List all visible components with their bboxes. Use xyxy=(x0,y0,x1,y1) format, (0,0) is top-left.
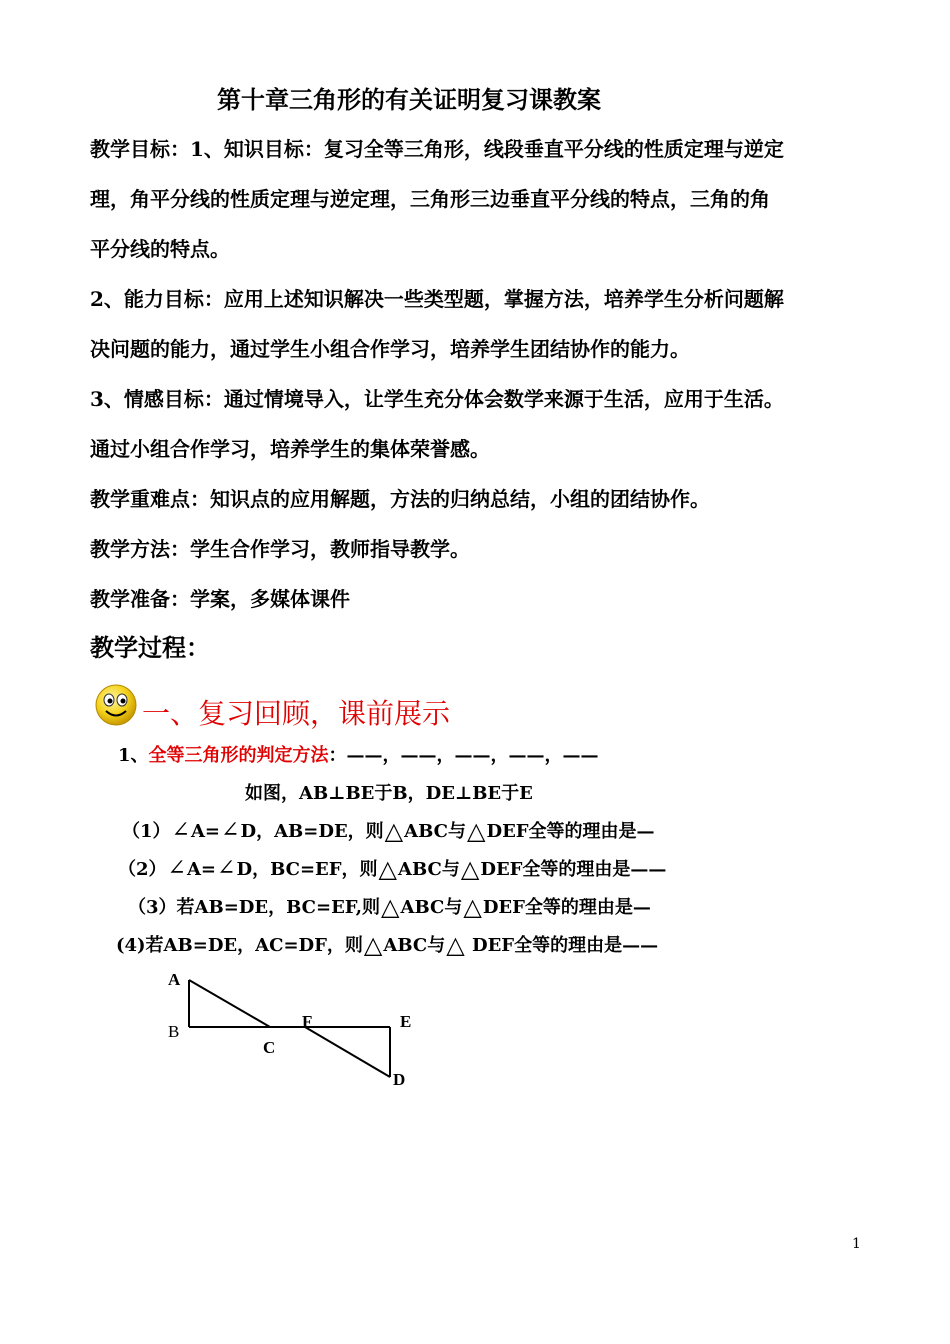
ability-line-1: 2、能力目标：应用上述知识解决一些类型题，掌握方法，培养学生分析问题解 xyxy=(90,287,784,311)
q4-prefix: (4)若AB=DE，AC=DF，则 xyxy=(116,935,363,956)
label-b: B xyxy=(168,1022,180,1041)
segment-fd xyxy=(305,1027,390,1077)
label-d: D xyxy=(393,1070,406,1089)
criteria-label: 全等三角形的判定方法 xyxy=(148,745,329,766)
angle-symbol: ∠ xyxy=(167,856,186,881)
page-title: 第十章三角形的有关证明复习课教案 xyxy=(217,85,601,114)
q1-part-a: A= xyxy=(190,821,221,842)
angle-symbol: ∠ xyxy=(221,818,240,843)
triangle-symbol: △ xyxy=(381,893,400,921)
smiley-icon xyxy=(94,683,138,727)
question-4 xyxy=(116,931,658,959)
key-points: 教学重难点：知识点的应用解题，方法的归纳总结，小组的团结协作。 xyxy=(90,487,710,511)
label-e: E xyxy=(400,1012,412,1031)
emotion-line-2: 通过小组合作学习，培养学生的集体荣誉感。 xyxy=(90,437,490,461)
label-c: C xyxy=(263,1038,276,1057)
process-heading: 教学过程： xyxy=(90,633,210,662)
q2-part-b: D，BC=EF，则 xyxy=(236,859,378,880)
question-1 xyxy=(122,817,655,845)
q2-part-a: A= xyxy=(186,859,217,880)
q2-part-d: DEF全等的理由是—— xyxy=(480,859,667,880)
page-number: 1 xyxy=(852,1236,861,1252)
q3-part-c: ABC与 xyxy=(400,897,463,918)
figure-note: 如图，AB⊥BE于B，DE⊥BE于E xyxy=(245,783,533,804)
geometry-figure xyxy=(160,965,420,1095)
triangle-symbol: △ xyxy=(466,817,486,845)
q1-part-c: ABC与 xyxy=(404,821,466,842)
section-1-title: 一、复习回顾，课前展示 xyxy=(142,697,451,730)
q3-prefix: （3）若AB=DE，BC=EF,则 xyxy=(128,897,381,918)
q1-part-b: D，AB=DE，则 xyxy=(240,821,384,842)
label-a: A xyxy=(168,970,181,989)
triangle-symbol: △ xyxy=(446,931,465,959)
triangle-symbol: △ xyxy=(463,893,482,921)
question-2 xyxy=(118,855,666,883)
objectives-line-1: 教学目标：1、知识目标：复习全等三角形，线段垂直平分线的性质定理与逆定 xyxy=(90,137,784,161)
criteria-number: 1、 xyxy=(118,745,149,766)
q1-part-d: DEF全等的理由是— xyxy=(486,821,655,842)
segment-ac xyxy=(189,980,270,1027)
criteria-question xyxy=(118,741,599,767)
triangle-symbol: △ xyxy=(378,855,398,883)
angle-symbol: ∠ xyxy=(171,818,190,843)
ability-line-2: 决问题的能力，通过学生小组合作学习，培养学生团结协作的能力。 xyxy=(90,337,690,361)
q4-part-d: DEF全等的理由是—— xyxy=(465,935,659,956)
q2-part-c: ABC与 xyxy=(398,859,460,880)
angle-symbol: ∠ xyxy=(217,856,236,881)
q4-part-c: ABC与 xyxy=(383,935,446,956)
triangle-symbol: △ xyxy=(460,855,480,883)
q2-prefix: （2） xyxy=(118,859,167,880)
q1-prefix: （1） xyxy=(122,821,171,842)
label-f: F xyxy=(302,1012,313,1031)
triangle-symbol: △ xyxy=(384,817,404,845)
teaching-preparation: 教学准备：学案，多媒体课件 xyxy=(90,587,350,611)
triangle-symbol: △ xyxy=(363,931,383,959)
emotion-line-1: 3、情感目标：通过情境导入，让学生充分体会数学来源于生活，应用于生活。 xyxy=(90,387,784,411)
teaching-method: 教学方法：学生合作学习，教师指导教学。 xyxy=(90,537,470,561)
objectives-line-2: 理，角平分线的性质定理与逆定理，三角形三边垂直平分线的特点，三角的角 xyxy=(90,187,770,211)
criteria-blanks: ：——，——，——，——，—— xyxy=(328,745,599,766)
question-3 xyxy=(128,893,651,921)
q3-part-d: DEF全等的理由是— xyxy=(482,897,651,918)
objectives-line-3: 平分线的特点。 xyxy=(90,237,230,261)
